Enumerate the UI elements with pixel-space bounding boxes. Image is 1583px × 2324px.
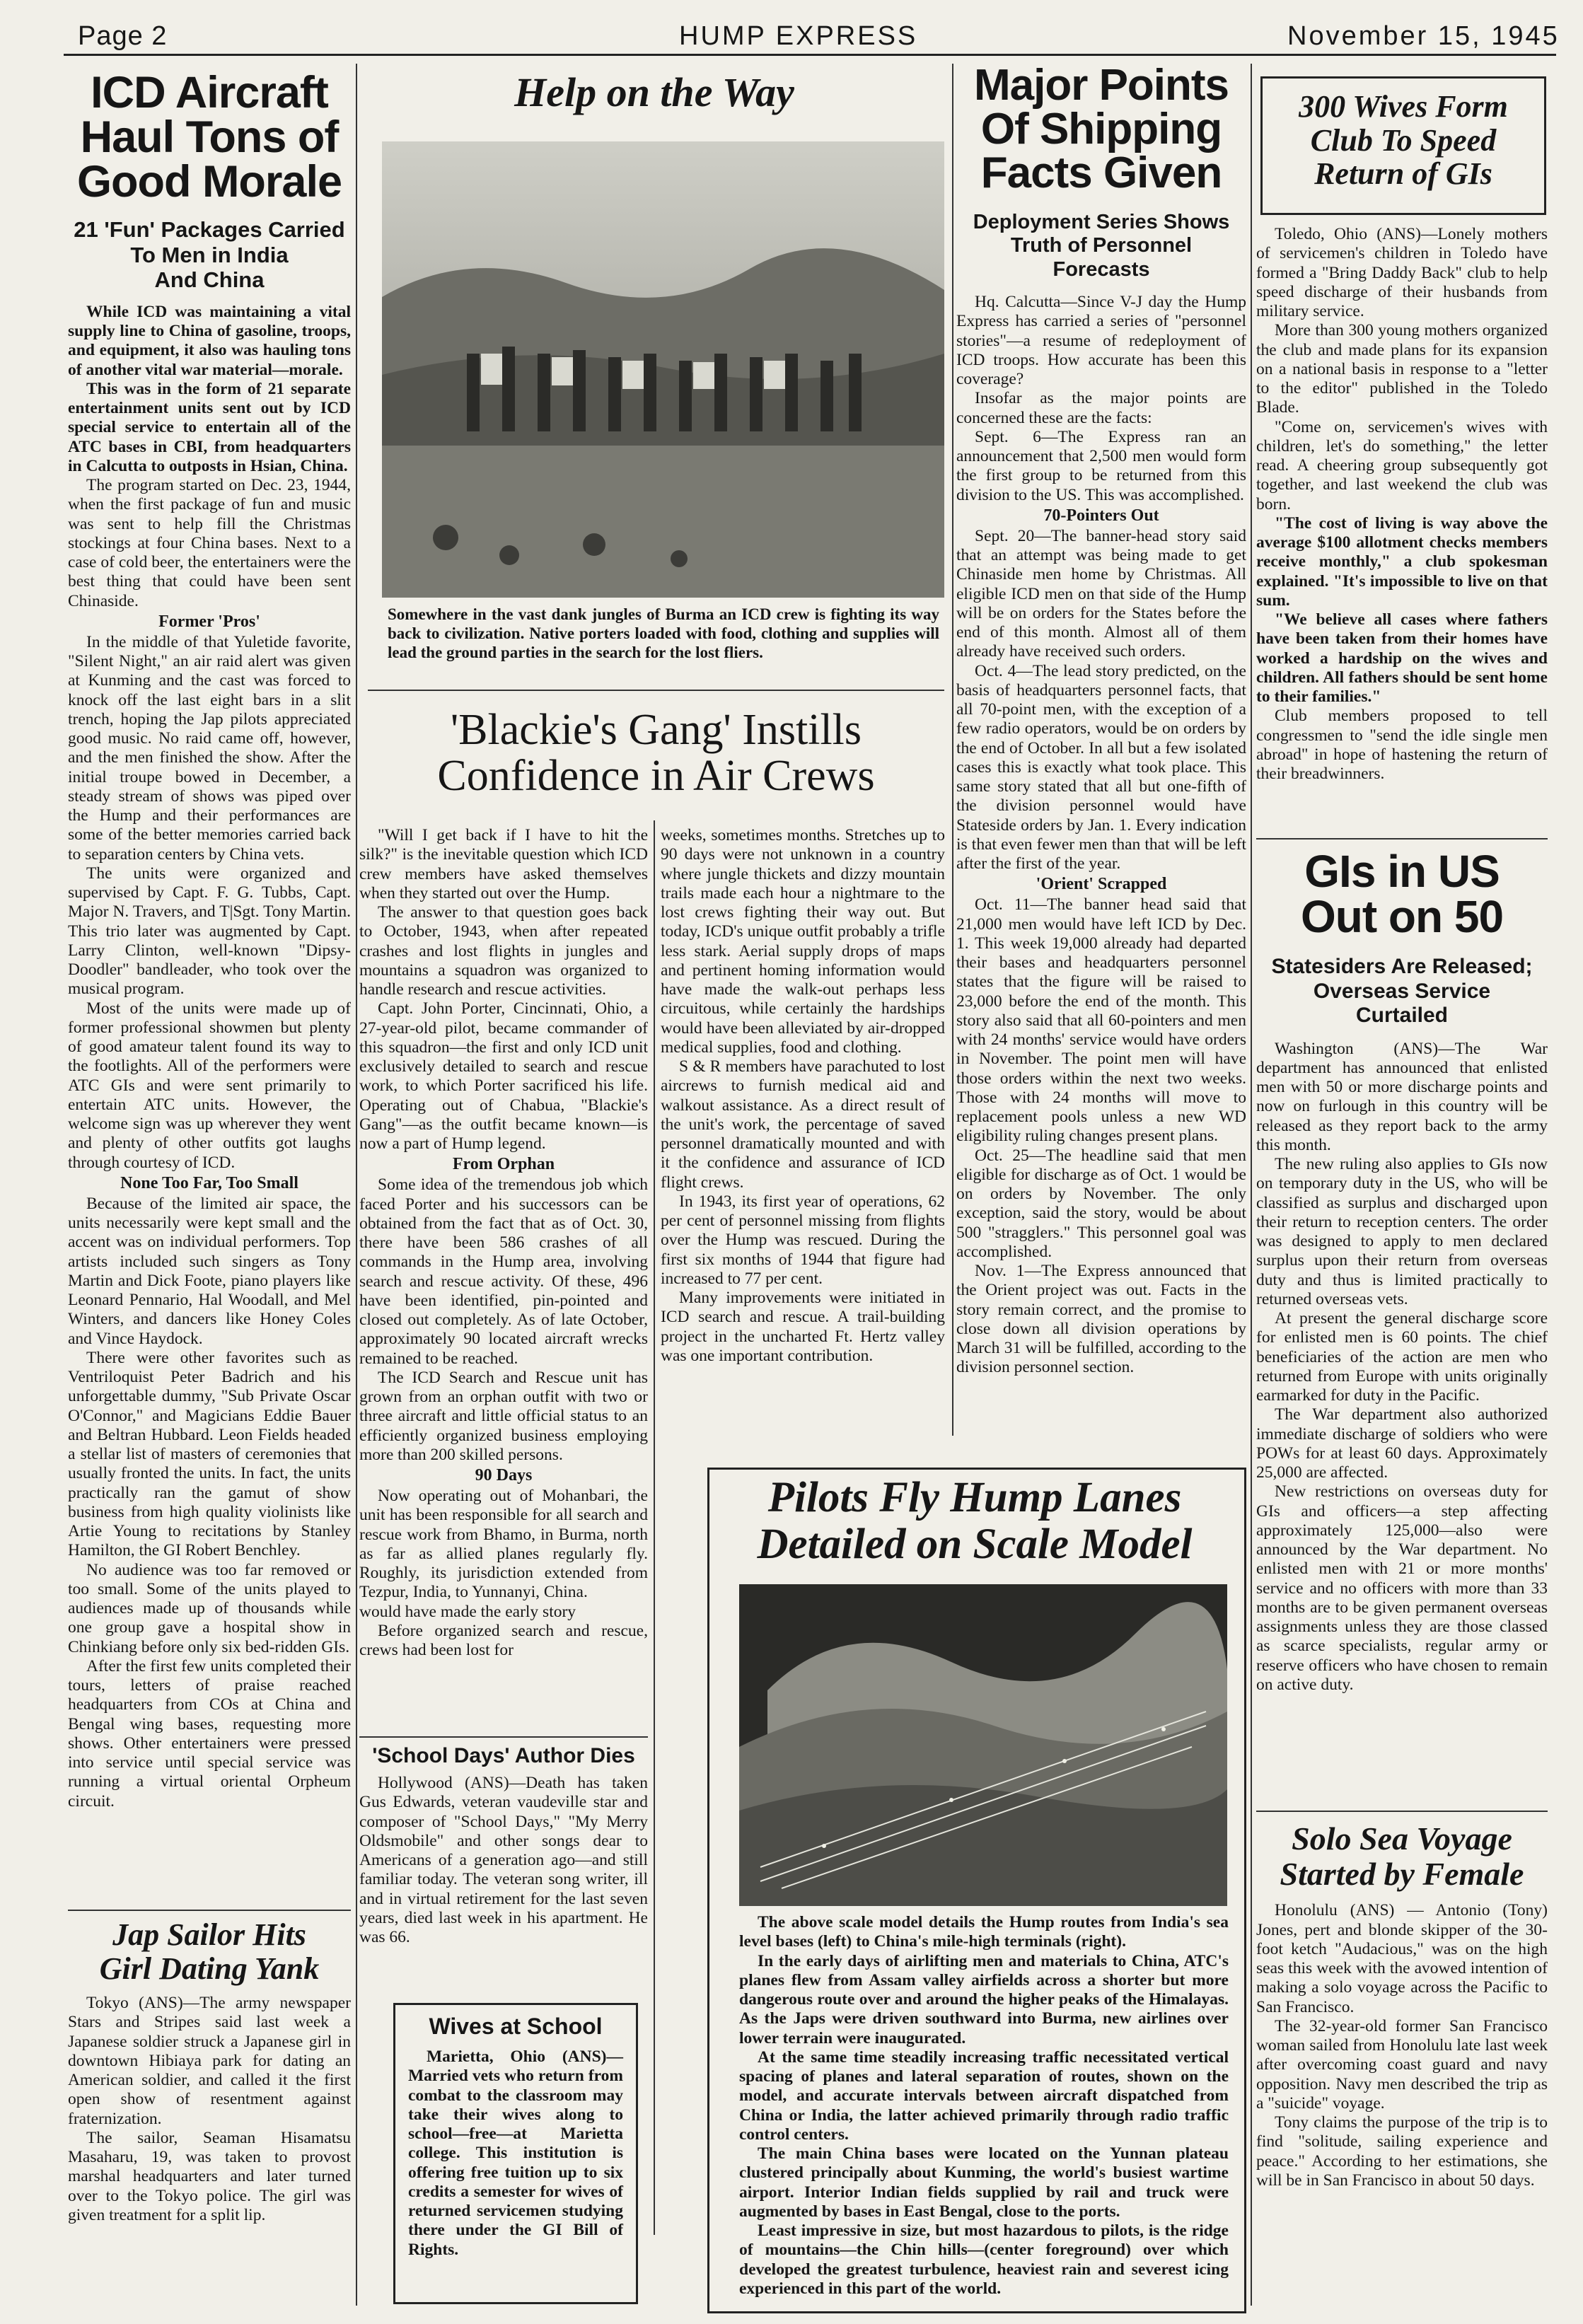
paragraph: Now operating out of Mohanbari, the unit has been responsible for all search and rescue work from Bhamo, in Burma, north as far as allied planes regularly fly. Roughly, its jurisdiction extended from Tezpur, India, to Yunnanyi, China. — [359, 1487, 648, 1602]
article-rule — [68, 1910, 351, 1911]
headline-line: Jap Sailor Hits — [112, 1918, 306, 1952]
paragraph: Sept. 20—The banner-head story said that an attempt was being made to get Chinaside men home by Christmas. All eligible ICD men on that side of the Hump will be on orders for the States before the end of this month. Almost all of them already have received such orders. — [956, 526, 1246, 661]
headline-line: Confidence in Air Crews — [437, 752, 875, 801]
paragraph: The ICD Search and Rescue unit has grown from an orphan outfit with two or three aircraft and little official status to an efficiently organized business employing more than 200 skilled persons. — [359, 1368, 648, 1464]
article-blackies-gang-col-b — [661, 826, 945, 1434]
paragraph: Least impressive in size, but most hazardous to pilots, is the ridge of mountains—the Chin hills—(center foreground) over which developed the greatest turbulence, heaviest rain and severest icing experienced in this part of the world. — [739, 2221, 1229, 2298]
headline-line: Good Morale — [76, 157, 342, 207]
paragraph: The sailor, Seaman Hisamatsu Masaharu, 19, was taken to provost marshal headquarters and later turned over to the Tokyo police. The girl was given treatment for a split lip. — [68, 2128, 351, 2224]
paragraph: There were other favorites such as Ventriloquist Peter Badrich and his unforgettable dummy, "Sub Private Oscar O'Connor," and Magicians Eddie Bauer and Beltran Hubbard. Leon Fields headed a stellar list of masters of ceremonies that usually fronted the units. In fact, the units practically ran the gamut of show business from high quality violinists like Artie Young to recitations by Stanley Hamilton, the GI Robert Benchley. — [68, 1348, 351, 1560]
paragraph: "Will I get back if I have to hit the silk?" is the inevitable question which ICD crew members have asked themselves when they started out over the Hump. — [359, 826, 648, 902]
paragraph: Capt. John Porter, Cincinnati, Ohio, a 27-year-old pilot, became commander of this squadron—the first and only ICD unit exclusively detailed to search and rescue work, to which Porter sacrificed his life. Operating out of Chabua, "Blackie's Gang"—as the outfit became known—is now a part of Hump legend. — [359, 999, 648, 1153]
subhead: From Orphan — [452, 1155, 555, 1174]
paragraph: Washington (ANS)—The War department has announced that enlisted men with 50 or more discharge points and now on furlough in this country will be released as they report back to the army this month. — [1256, 1039, 1548, 1154]
issue-date: November 15, 1945 — [1287, 21, 1560, 51]
subhead: Former 'Pros' — [158, 612, 260, 631]
headline-line: GIs in US — [1304, 849, 1500, 897]
headline — [714, 1475, 1235, 1568]
article-jap-sailor — [68, 1918, 351, 2314]
headline-line: Return of GIs — [1314, 156, 1492, 192]
paragraph: The above scale model details the Hump routes from India's sea level bases (left) to China's mile-high terminals (right). — [739, 1913, 1229, 1951]
article-major-points — [956, 64, 1246, 1443]
headline-line: 300 Wives Form — [1299, 89, 1508, 124]
paragraph: The 32-year-old former San Francisco woman sailed from Honolulu late last week after overcoming coast guard and navy opposition. Navy men described the trip as a "suicide" voyage. — [1256, 2016, 1548, 2113]
headline — [68, 1918, 351, 1985]
headline-line: Detailed on Scale Model — [757, 1520, 1193, 1568]
paragraph: After the first few units completed their tours, letters of praise reached headquarters from COs at China and Bengal wing bases, requesting more shows. Other entertainers were pressed into service until special service was running a virtual oriental Orpheum circuit. — [68, 1656, 351, 1811]
paragraph: Honolulu (ANS) — Antonio (Tony) Jones, pert and blonde skipper of the 30-foot ketch "Audacious," was on the high seas this week with the avowed intention of making a solo voyage across the Pacific to San Francisco. — [1256, 1901, 1548, 2016]
wives-club-headline-box — [1260, 76, 1546, 215]
deck-line: Deployment Series Shows — [973, 211, 1230, 233]
paragraph: Oct. 11—The banner head said that 21,000 men would have left ICD by Dec. 1. This week 19,000 already had departed their bases and headquarters personnel states that the figure will be raised to 23,000 before the end of the month. This story also said that all 60-pointers and men with 24 months' service would have orders in November. The point men will have those orders within the next two weeks. Those with 24 months will move to replacement pools unless a new WD eligibility ruling changes present plans. — [956, 895, 1246, 1146]
jungle-porters-photo — [382, 141, 944, 598]
article-blackies-gang-col-a — [359, 826, 648, 1795]
headline-line: Solo Sea Voyage — [1292, 1821, 1512, 1857]
article-icd-morale — [68, 71, 351, 1938]
headline-line: Pilots Fly Hump Lanes — [767, 1474, 1182, 1521]
article-rule — [1256, 838, 1548, 839]
deck — [1256, 955, 1548, 1028]
headline-line: ICD Aircraft — [91, 71, 328, 117]
paragraph: "The cost of living is way above the average $100 allotment checks members receive monthly," a club spokesman explained. "It's impossible to live on that sum. — [1256, 513, 1548, 610]
paragraph: weeks, sometimes months. Stretches up to 90 days were not unknown in a country where jungle thickets and dizzy mountain trails made each hour a nightmare to the lost crews fighting their way out. But today, ICD's unique outfit probably a trifle less stark. Aerial supply drops of maps and pertinent homing information would have made the walk-out perhaps less circuitous, while certainly the hardships would have been alleviated by air-dropped medical supplies, food and clothing. — [661, 826, 945, 1057]
paragraph: At the same time steadily increasing traffic necessitated vertical spacing of planes and lateral separation of routes, shown on the model, and accurate intervals between aircraft dispatched from China or India, the latter achieved primarily through radio traffic control centers. — [739, 2047, 1229, 2144]
paragraph: The answer to that question goes back to October, 1943, when after repeated crashes and lost flights in jungles and mountains a squadron was organized to handle research and rescue activities. — [359, 903, 648, 999]
headline-line: 'Blackie's Gang' Instills — [450, 706, 862, 754]
column-divider — [356, 64, 357, 2306]
subhead: 90 Days — [475, 1466, 533, 1485]
deck-line: Curtailed — [1355, 1004, 1449, 1027]
headline — [368, 707, 944, 799]
paragraph: More than 300 young mothers organized the club and made plans for its expansion on a national basis in response to a "letter to the editor" published in the Toledo Blade. — [1256, 321, 1548, 417]
paragraph: This was in the form of 21 separate entertainment units sent out by ICD special service to entertain all of the ATC bases in CBI, from headquarters in Calcutta to outposts in Hsian, China. — [68, 379, 351, 475]
scale-model-photo — [739, 1584, 1227, 1906]
column-divider — [654, 820, 655, 2235]
page-number: Page 2 — [78, 21, 168, 51]
article-rule — [359, 1736, 648, 1738]
paragraph: Insofar as the major points are concerned these are the facts: — [956, 389, 1246, 427]
headline-line: Started by Female — [1280, 1855, 1524, 1892]
subhead: 70-Pointers Out — [1043, 506, 1159, 525]
paragraph: In the middle of that Yuletide favorite, "Silent Night," an air raid alert was given at Kunming and the cast was forced to knock off the last eight bars in a slit trench, hoping the Jap pilots appreciated good music. No raid came off, however, and the men finished the show. After the initial troupe bowed in December, a steady stream of shows was piped over the Hump and their performances are some of the better memories carried back to separation centers by China vets. — [68, 632, 351, 864]
deck-line: 21 'Fun' Packages Carried — [74, 217, 345, 242]
headline — [1256, 849, 1548, 942]
headline — [1256, 1821, 1548, 1891]
headline — [68, 71, 351, 207]
headline — [1263, 79, 1544, 191]
paragraph: Because of the limited air space, the units necessarily were kept small and the accent was on individual performers. Top artists included such singers as Tony Martin and Dick Foote, piano players like Leonard Pennario, Hal Woodall, and Mel Winters, and dancers like Honey Coles and Vince Haydock. — [68, 1194, 351, 1348]
paragraph: While ICD was maintaining a vital supply line to China of gasoline, troops, and equipment, it also was hauling tons of another vital war material—morale. — [68, 302, 351, 379]
paragraph: At present the general discharge score for enlisted men is 60 points. The chief beneficiaries of the action are men who returned from Europe with units originally earmarked for duty in the Pacific. — [1256, 1309, 1548, 1405]
subhead: 'Orient' Scrapped — [1036, 875, 1167, 894]
article-school-days — [359, 1745, 648, 2000]
headline-line: Girl Dating Yank — [99, 1951, 320, 1986]
headline-line: Facts Given — [980, 149, 1222, 197]
paragraph: Club members proposed to tell congressmen to "send the idle single men abroad" in hope of hastening the return of their breadwinners. — [1256, 707, 1548, 783]
paragraph: Tony claims the purpose of the trip is to find "solitude, sailing experience and peace." According to her estimations, she will be in San Francisco in about 50 days. — [1256, 2113, 1548, 2190]
paragraph: "Come on, servicemen's wives with children, let's do something," the letter read. A cheering group subsequently got together, and last weekend the club was born. — [1256, 417, 1548, 513]
column-divider — [952, 64, 953, 1436]
paragraph: "We believe all cases where fathers have been taken from their homes have worked a hardship on the wives and children. All fathers should be sent home to their families." — [1256, 610, 1548, 706]
paragraph: Hq. Calcutta—Since V-J day the Hump Express has carried a series of "personnel stories"—a resume of redeployment of ICD troops. How accurate has been this coverage? — [956, 293, 1246, 389]
photo-caption: Somewhere in the vast dank jungles of Burma an ICD crew is fighting its way back to civilization. Native porters loaded with food, clothing and supplies will lead the ground parties in the search for the lost fliers. — [388, 605, 939, 662]
paragraph: The units were organized and supervised by Capt. F. G. Tubbs, Capt. Major N. Travers, and T|Sgt. Tony Martin. This trio later was augmented by Capt. Larry Clinton, well-known "Dipsy-Doodler" bandleader, who took over the musical program. — [68, 864, 351, 999]
headline-line: Of Shipping — [980, 105, 1222, 153]
deck-line: Statesiders Are Released; — [1271, 955, 1533, 978]
article-rule — [368, 690, 944, 691]
headline-line: Haul Tons of — [80, 112, 339, 162]
paragraph: The new ruling also applies to GIs now on temporary duty in the US, who will be classified as surplus and discharged upon their return to reception centers. The order was designed to apply to men declared surplus upon their return from overseas duty and thus is limited practically to returned overseas vets. — [1256, 1155, 1548, 1308]
paragraph: Nov. 1—The Express announced that the Orient project was out. Facts in the story remain correct, and the promise to close down all division operations by March 31 will be fulfilled, according to the division personnel section. — [956, 1262, 1246, 1377]
paragraph: would have made the early story — [359, 1602, 576, 1621]
deck — [956, 211, 1246, 281]
headline: 'School Days' Author Dies — [372, 1745, 635, 1767]
paragraph: The program started on Dec. 23, 1944, when the first package of fun and music was sent to help fill the Christmas stockings at four China bases. Next to a case of cold beer, the entertainers were the best thing that could have been sent Chinaside. — [68, 476, 351, 610]
scale-model-caption — [739, 1913, 1229, 2306]
article-rule — [1256, 1811, 1548, 1812]
deck-line: Forecasts — [1053, 257, 1150, 281]
paragraph: The main China bases were located on the Yunnan plateau clustered principally about Kunming, the world's busiest wartime airport. Interior Indian fields supplied by rail and truck were augmented by bases in East Bengal, close to the ports. — [739, 2144, 1229, 2221]
paragraph: S & R members have parachuted to lost aircrews to furnish medical aid and walkout assistance. As a direct result of the unit's work, the percentage of saved personnel dramatically mounted and with it the confidence and assurance of ICD flight crews. — [661, 1057, 945, 1192]
photo-headline: Help on the Way — [514, 69, 794, 115]
paragraph: In the early days of airlifting men and materials to China, ATC's planes flew from Assam valley airfields across a shorter but more dangerous route over and around the higher peaks of the Himalayas. As the Japs were driven southward into Burma, new airlines over lower terrain were inaugurated. — [739, 1951, 1229, 2047]
wives-at-school-box — [393, 2003, 638, 2304]
paragraph: New restrictions on overseas duty for GIs and officers—a step affecting approximately 125,000—also were announced by the War department. No enlisted men with 21 or more months' service and no officers with more than 33 months are to be given permanent overseas assignments unless they are those classed as scarce specialists, regular army or reserve officers who have chosen to remain on active duty. — [1256, 1482, 1548, 1694]
paragraph: The War department also authorized immediate discharge of soldiers who were POWs for at least 60 days. Approximately 25,000 are affected. — [1256, 1405, 1548, 1482]
paragraph: Most of the units were made up of former professional showmen but plenty of good amateur talent found its way to the footlights. All of the performers were ATC GIs and were sent primarily to entertain ATC units. However, the welcome sign was up wherever they went and plenty of other outfits got laughs through courtesy of ICD. — [68, 999, 351, 1172]
headline-line: Major Points — [973, 64, 1229, 110]
paragraph: Hollywood (ANS)—Death has taken Gus Edwards, veteran vaudeville star and composer of "School Days," "My Merry Oldsmobile" and other songs dear to Americans of a generation ago—and still familiar today. The veteran song writer, ill and in virtual retirement for the last seven years, died last week in his apartment. He was 66. — [359, 1774, 648, 1946]
masthead-rule — [64, 54, 1556, 56]
paragraph: In 1943, its first year of operations, 62 per cent of personnel missing from flights over the Hump was rescued. During the first six months of 1944 that figure had increased to 77 per cent. — [661, 1192, 945, 1288]
headline: Wives at School — [429, 2014, 603, 2039]
paragraph: Marietta, Ohio (ANS)—Married vets who return from combat to the classroom may take their wives along to school—free—at Marietta college. This institution is offering free tuition up to six credits a semester for wives of returned servicemen studying there under the GI Bill of Rights. — [408, 2047, 623, 2259]
paragraph: Oct. 25—The headline said that men eligible for discharge as of Oct. 1 would be on orders by November. The only exception, said the story, would be about 500 "stragglers." This personnel goal was accomplished. — [956, 1146, 1246, 1261]
article-gis-out-on-50 — [1256, 849, 1548, 1825]
deck-line: Overseas Service — [1313, 979, 1491, 1003]
headline-line: Club To Speed — [1310, 122, 1497, 158]
headline — [956, 64, 1246, 195]
deck-line: And China — [154, 267, 265, 293]
paragraph: Oct. 4—The lead story predicted, on the basis of headquarters personnel facts, that all 70-point men, with the exception of a few radio operators, would be on orders by the end of October. In all but a few isolated cases this is exactly what took place. This same story stated that all but one-fifth of the division personnel would have Stateside orders by Jan. 1. Every indication is that even fewer men than that will be left after the first of the year. — [956, 661, 1246, 873]
article-wives-club — [1256, 225, 1548, 833]
paragraph: No audience was too far removed or too small. Some of the units played to audiences made up of thousands while one group gave a hospital show in Chinkiang before only six bed-ridden GIs. — [68, 1560, 351, 1656]
column-divider — [1251, 64, 1252, 2306]
paragraph: Tokyo (ANS)—The army newspaper Stars and Stripes said last week a Japanese soldier struck a Japanese girl in downtown Hibiaya park for dating an American soldier, and called it the first open show of resentment against fraternization. — [68, 1994, 351, 2128]
subhead: None Too Far, Too Small — [120, 1173, 298, 1192]
paragraph: Many improvements were initiated in ICD search and rescue. A trail-building project in the uncharted Ft. Hertz valley was one important contribution. — [661, 1289, 945, 1365]
deck-line: To Men in India — [130, 242, 289, 267]
article-solo-voyage — [1256, 1821, 1548, 2313]
paragraph: Toledo, Ohio (ANS)—Lonely mothers of servicemen's children in Toledo have formed a "Bring Daddy Back" club to help speed discharge of their husbands from military service. — [1256, 225, 1548, 320]
deck-line: Truth of Personnel — [1010, 234, 1193, 257]
deck — [68, 217, 351, 293]
paragraph: Sept. 6—The Express ran an announcement that 2,500 men would form the first group to be returned from this division to the US. This was accomplished. — [956, 427, 1246, 504]
paragraph: Before organized search and rescue, crews had been lost for — [359, 1621, 648, 1659]
paper-name: HUMP EXPRESS — [679, 21, 918, 51]
scale-model-illustration — [739, 1584, 1227, 1906]
porters-illustration — [382, 141, 944, 598]
paragraph: Some idea of the tremendous job which faced Porter and his successors can be obtained from the fact that as of Oct. 30, there have been 586 crashes of all commands in the Hump area, involving search and rescue activity. Of these, 496 have been identified, pin-pointed and closed out completely. As of late October, approximately 90 located aircraft wrecks remained to be reached. — [359, 1175, 648, 1368]
headline-line: Out on 50 — [1300, 891, 1504, 942]
